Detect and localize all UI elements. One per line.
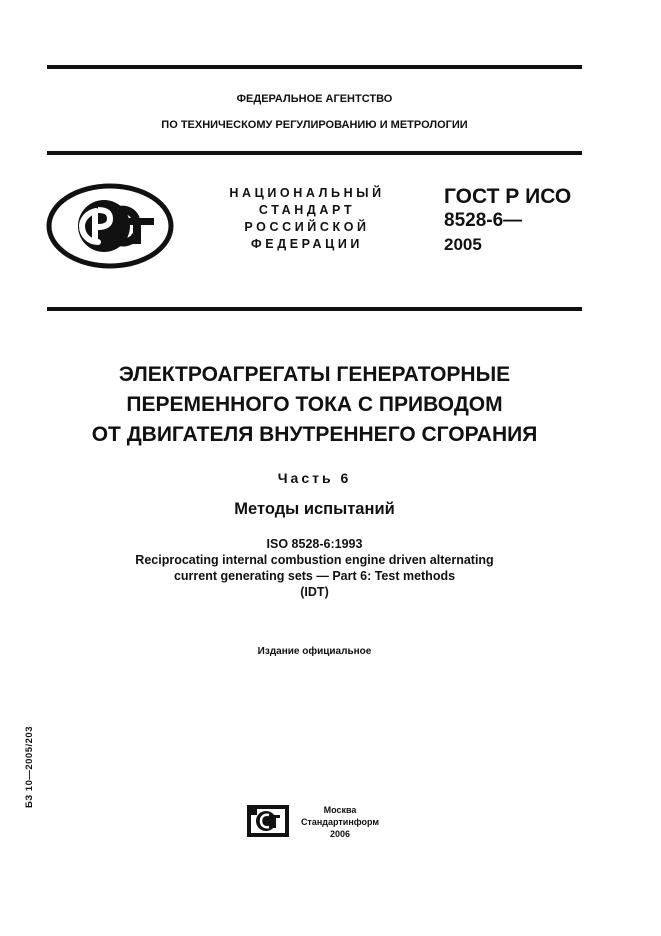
title-line-3: ОТ ДВИГАТЕЛЯ ВНУТРЕННЕГО СГОРАНИЯ bbox=[91, 423, 538, 446]
iso-reference-line-2: Reciprocating internal combustion engine driven alternating bbox=[135, 553, 494, 567]
designation-line-3: 2005 bbox=[444, 235, 482, 254]
publisher-city: Москва bbox=[323, 805, 357, 815]
national-line: ФЕДЕРАЦИИ bbox=[250, 237, 363, 251]
publisher-name: Стандартинформ bbox=[300, 817, 380, 827]
designation-line-2: 8528-6— bbox=[444, 210, 523, 231]
top-rule bbox=[47, 65, 582, 69]
national-standard-label bbox=[212, 185, 402, 253]
publisher-year: 2006 bbox=[329, 829, 351, 839]
standartinform-logo-icon bbox=[245, 803, 291, 839]
agency-rule bbox=[47, 151, 582, 155]
gost-r-logo-icon bbox=[46, 183, 174, 269]
publisher-block bbox=[296, 804, 384, 840]
designation-line-1: ГОСТ Р ИСО bbox=[444, 185, 572, 208]
iso-reference-line-3: current generating sets — Part 6: Test methods bbox=[173, 569, 456, 583]
agency-line-2: ПО ТЕХНИЧЕСКОМУ РЕГУЛИРОВАНИЮ И МЕТРОЛОГИИ bbox=[161, 119, 468, 131]
national-line: СТАНДАРТ bbox=[258, 203, 356, 217]
title-line-2: ПЕРЕМЕННОГО ТОКА С ПРИВОДОМ bbox=[126, 393, 503, 416]
title-line-1: ЭЛЕКТРОАГРЕГАТЫ ГЕНЕРАТОРНЫЕ bbox=[118, 363, 511, 386]
iso-reference-line-4: (IDT) bbox=[300, 585, 329, 599]
side-code: БЗ 10—2005/203 bbox=[24, 726, 35, 808]
document-subtitle: Методы испытаний bbox=[234, 500, 395, 518]
standard-designation bbox=[444, 186, 571, 253]
part-label: Часть 6 bbox=[277, 470, 352, 486]
iso-reference-line-1: ISO 8528-6:1993 bbox=[266, 537, 363, 551]
edition-label: Издание официальное bbox=[257, 646, 372, 657]
agency-line-1: ФЕДЕРАЛЬНОЕ АГЕНТСТВО bbox=[236, 93, 393, 105]
national-line: РОССИЙСКОЙ bbox=[244, 220, 370, 234]
national-line: НАЦИОНАЛЬНЫЙ bbox=[229, 186, 385, 200]
standard-rule bbox=[47, 307, 582, 311]
